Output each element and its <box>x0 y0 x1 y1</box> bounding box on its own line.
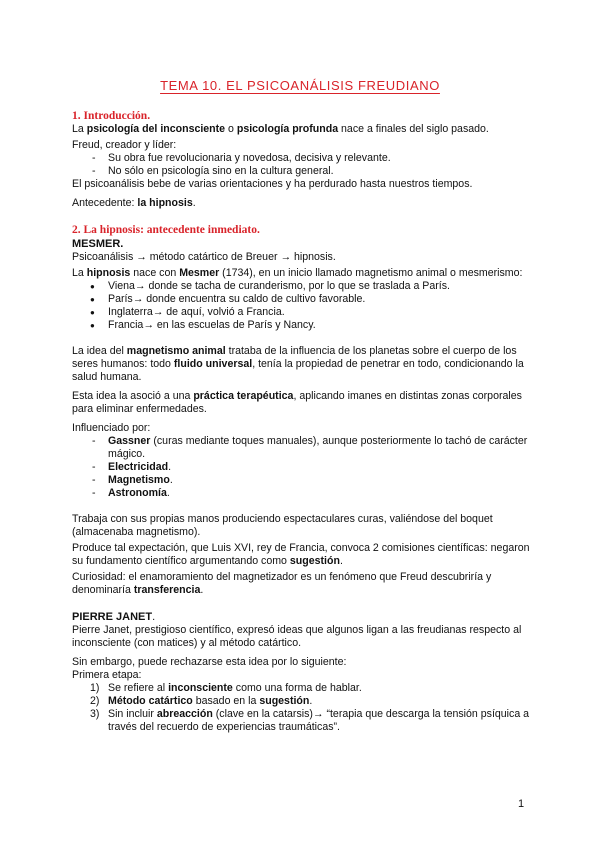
hypnosis-paragraph-4: Esta idea la asoció a una práctica terapéutica, aplicando imanes en distintas zonas corporales para eliminar enfermedades. <box>72 390 522 415</box>
hypnosis-paragraph-6: Trabaja con sus propias manos produciendo espectaculares curas, valiéndose del boquet (almacenaba magnetismo). <box>72 513 493 538</box>
list-item: 3) Sin incluir abreacción (clave en la catarsis)→ “terapia que descarga la tensión psíquica a través del recuerdo de experiencias traumáticas”. <box>90 708 530 733</box>
hypnosis-paragraph-8: Curiosidad: el enamoramiento del magnetizador es un fenómeno que Freud descubriría y denominaría transferencia. <box>72 571 492 596</box>
hypnosis-paragraph-3: La idea del magnetismo animal trataba de la influencia de los planetas sobre el cuerpo de los seres humanos: todo fluido universal, tenía la propiedad de penetrar en todo, condicionando la salud humana. <box>72 345 524 383</box>
list-item: - Astronomía. <box>72 487 532 500</box>
janet-paragraph-1: Pierre Janet, prestigioso científico, expresó ideas que algunos ligan a las freudianas respecto al inconsciente (con matices) y al método catártico. <box>72 624 522 649</box>
intro-paragraph-1: La psicología del inconsciente o psicología profunda nace a finales del siglo pasado. <box>72 123 489 135</box>
hypnosis-paragraph-1: Psicoanálisis → método catártico de Breuer → hipnosis. <box>72 251 336 263</box>
document-body <box>72 109 532 734</box>
list-item: ● París→ donde encuentra su caldo de cultivo favorable. <box>72 293 532 306</box>
section-heading-hypnosis: 2. La hipnosis: antecedente inmediato. <box>72 224 260 236</box>
list-item: ● Viena→ donde se tacha de curanderismo, por lo que se traslada a París. <box>72 280 532 293</box>
list-item: ● Inglaterra→ de aquí, volvió a Francia. <box>72 306 532 319</box>
list-item: 1) Se refiere al inconsciente como una forma de hablar. <box>90 682 362 694</box>
list-item: - Gassner (curas mediante toques manuales), aunque posteriormente lo tachó de carácter mágico. <box>72 435 532 461</box>
hypnosis-paragraph-7: Produce tal expectación, que Luis XVI, rey de Francia, convoca 2 comisiones científicas: negaron su fundamento científico argumentando como sugestión. <box>72 542 530 567</box>
subheading-mesmer: MESMER. <box>72 238 124 250</box>
influences-list <box>72 435 532 500</box>
list-item: - Magnetismo. <box>72 474 532 487</box>
janet-stages-list <box>72 682 532 734</box>
hypnosis-paragraph-2: La hipnosis nace con Mesmer (1734), en un inicio llamado magnetismo animal o mesmerismo: <box>72 267 523 279</box>
intro-paragraph-2: Freud, creador y líder: <box>72 139 177 151</box>
list-item: ● Francia→ en las escuelas de París y Nancy. <box>72 319 532 332</box>
section-heading-intro: 1. Introducción. <box>72 110 151 122</box>
page-title: TEMA 10. EL PSICOANÁLISIS FREUDIANO <box>160 78 440 93</box>
list-item: - No sólo en psicología sino en la cultura general. <box>72 165 532 178</box>
list-item: 2) Método catártico basado en la sugestión. <box>90 695 313 707</box>
list-item: - Su obra fue revolucionaria y novedosa, decisiva y relevante. <box>72 152 532 165</box>
intro-paragraph-3: El psicoanálisis bebe de varias orientaciones y ha perdurado hasta nuestros tiempos. <box>72 178 473 190</box>
hypnosis-paragraph-5: Influenciado por: <box>72 422 151 434</box>
janet-paragraph-3: Primera etapa: <box>72 669 142 681</box>
list-item: - Electricidad. <box>72 461 532 474</box>
subheading-janet: PIERRE JANET. <box>72 611 156 623</box>
intro-paragraph-4: Antecedente: la hipnosis. <box>72 197 196 209</box>
mesmer-places-list <box>72 280 532 332</box>
freud-list <box>72 152 532 178</box>
page-number: 1 <box>518 798 525 810</box>
janet-paragraph-2: Sin embargo, puede rechazarse esta idea por lo siguiente: <box>72 656 347 668</box>
